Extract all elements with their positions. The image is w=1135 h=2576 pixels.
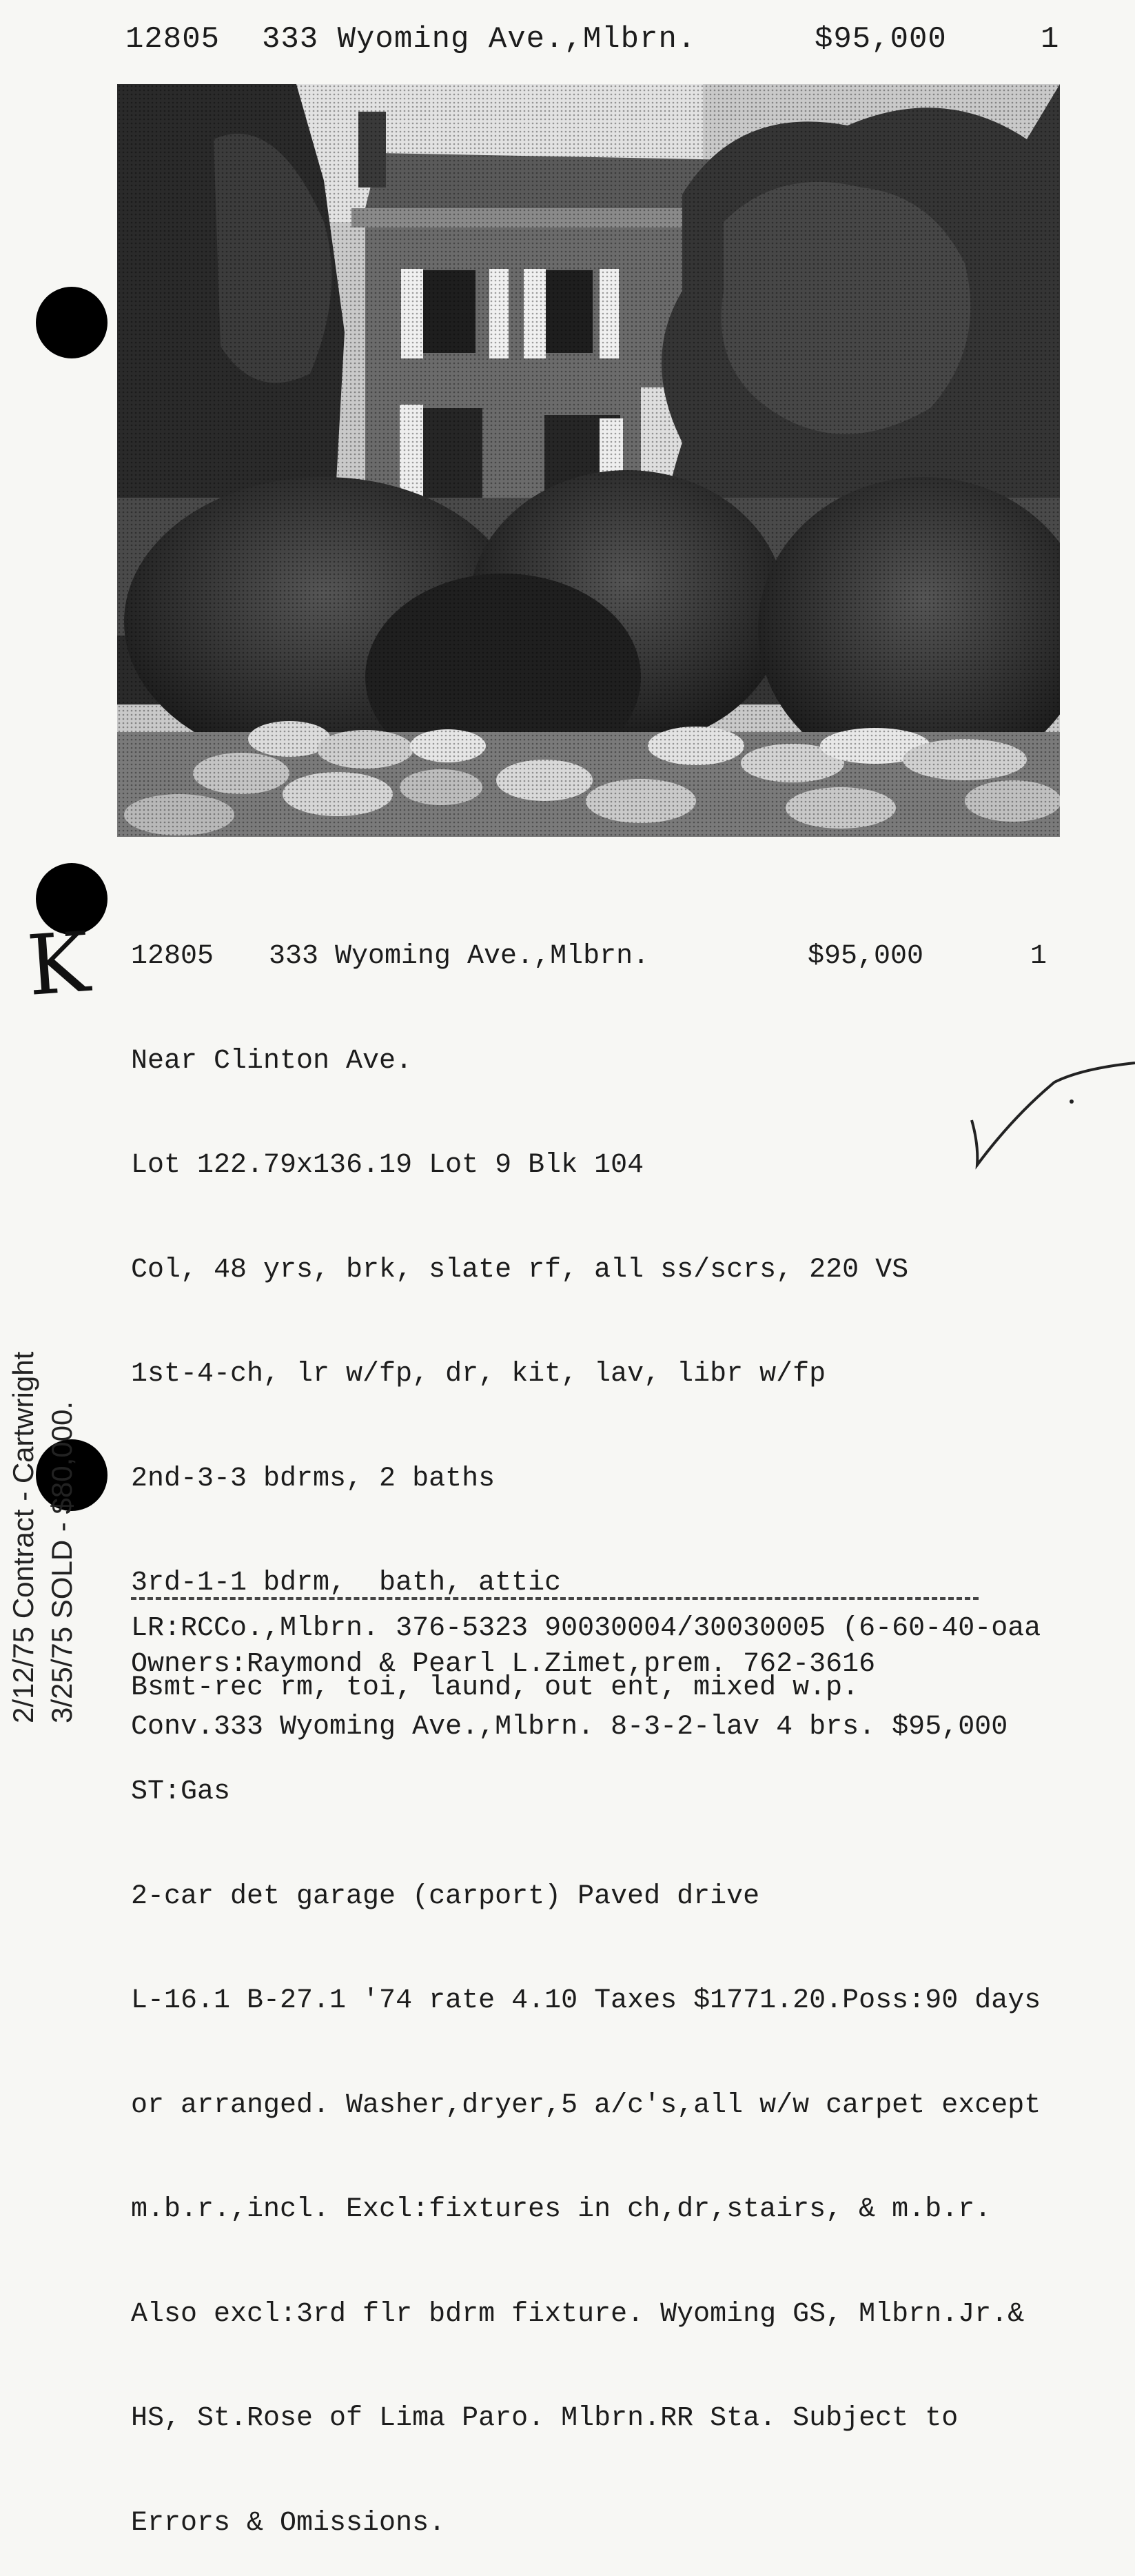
header-address: 333 Wyoming Ave.,Mlbrn. [262,22,697,57]
header-listing-number: 12805 [125,22,221,57]
listing-page-number: 1 [1030,941,1047,972]
header-page-number: 1 [1041,22,1060,57]
listing-first-row [131,940,1110,975]
separator-dashed-line [131,1597,979,1600]
punch-hole-top [36,287,108,358]
listing-line: L-16.1 B-27.1 '74 rate 4.10 Taxes $1771.20.Poss:90 days [131,1985,1041,2016]
listing-address: 333 Wyoming Ave.,Mlbrn. [269,941,650,972]
listing-line: ST:Gas [131,1776,231,1807]
listing-line: m.b.r.,incl. Excl:fixtures in ch,dr,stairs, & m.b.r. [131,2194,992,2225]
margin-note-contract: 2/12/75 Contract - Cartwright [7,1351,39,1723]
listing-line: Col, 48 yrs, brk, slate rf, all ss/scrs, 220 VS [131,1254,909,1286]
listing-line: 2nd-3-3 bdrms, 2 baths [131,1463,495,1494]
check-mark [958,1055,1135,1179]
listing-line: 1st-4-ch, lr w/fp, dr, kit, lav, libr w/fp [131,1359,826,1390]
listing-number: 12805 [131,941,214,972]
listing-broker-line: LR:RCCo.,Mlbrn. 376-5323 90030004/30030005 (6-60-40-oaa [131,1613,1041,1644]
header-price: $95,000 [815,22,947,57]
house-photo [117,84,1060,837]
summary-line: Conv.333 Wyoming Ave.,Mlbrn. 8-3-2-lav 4 brs. $95,000 [131,1712,1008,1743]
listing-line: 2-car det garage (carport) Paved drive [131,1880,760,1912]
handwritten-k-mark: K [24,915,93,1015]
owners-line: Owners:Raymond & Pearl L.Zimet,prem. 762-3616 [131,1649,876,1680]
listing-line: Lot 122.79x136.19 Lot 9 Blk 104 [131,1150,644,1181]
listing-line: Bsmt-rec rm, toi, laund, out ent, mixed w.p. [131,1672,859,1703]
listing-line: Errors & Omissions. [131,2507,446,2539]
listing-line: 3rd-1-1 bdrm, bath, attic [131,1568,562,1599]
listing-line: or arranged. Washer,dryer,5 a/c's,all w/w carpet except [131,2089,1041,2121]
listing-line: HS, St.Rose of Lima Paro. Mlbrn.RR Sta. Subject to [131,2403,959,2434]
listing-line: Near Clinton Ave. [131,1045,413,1077]
margin-note-sold: 3/25/75 SOLD - $80,000. [45,1401,78,1723]
listing-price: $95,000 [808,941,924,972]
listing-line: Also excl:3rd flr bdrm fixture. Wyoming GS, Mlbrn.Jr.& [131,2298,1025,2330]
